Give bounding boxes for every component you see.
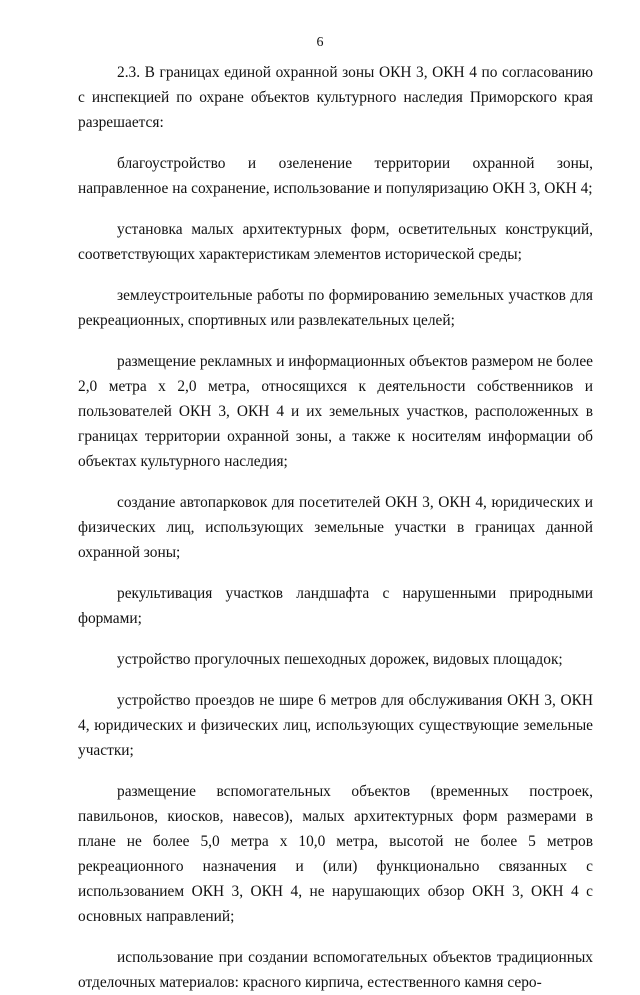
list-item-auxiliary-objects: размещение вспомогательных объектов (временных построек, павильонов, киосков, навесов), малых архитектурных форм размерами в плане не более 5,0 метра х 10,0 метра, высотой не более 5 метров рекреационного назначения и (или) функционально связанных с использованием ОКН 3, ОКН 4, не нарушающих обзор ОКН 3, ОКН 4 с основных направлений; bbox=[78, 783, 593, 925]
list-item-small-architectural-forms: установка малых архитектурных форм, осветительных конструкций, соответствующих характеристикам элементов исторической среды; bbox=[78, 221, 593, 263]
page-number: 6 bbox=[316, 35, 324, 50]
list-item-walkways: устройство прогулочных пешеходных дорожек, видовых площадок; bbox=[117, 651, 563, 668]
list-item-driveways: устройство проездов не шире 6 метров для обслуживания ОКН 3, ОКН 4, юридических и физических лиц, использующих существующие земельные участки; bbox=[78, 692, 593, 759]
list-item-recultivation: рекультивация участков ландшафта с нарушенными природными формами; bbox=[78, 585, 593, 627]
list-item-advertising-objects: размещение рекламных и информационных объектов размером не более 2,0 метра х 2,0 метра, относящихся к деятельности собственников и пользователей ОКН 3, ОКН 4 и их земельных участков, расположенных в границах территории охранной зоны, а также к носителям информации об объектах культурного наследия; bbox=[78, 353, 593, 470]
list-item-parking: создание автопарковок для посетителей ОКН 3, ОКН 4, юридических и физических лиц, использующих земельные участки в границах данной охранной зоны; bbox=[78, 494, 593, 561]
paragraph-section-2-3: 2.3. В границах единой охранной зоны ОКН 3, ОКН 4 по согласованию с инспекцией по охране объектов культурного наследия Приморского края разрешается: bbox=[78, 64, 593, 131]
document-body bbox=[78, 55, 593, 995]
list-item-landscaping: благоустройство и озеленение территории охранной зоны, направленное на сохранение, использование и популяризацию ОКН 3, ОКН 4; bbox=[78, 155, 593, 197]
list-item-finishing-materials: использование при создании вспомогательных объектов традиционных отделочных материалов: красного кирпича, естественного камня серо- bbox=[78, 949, 593, 991]
list-item-land-works: землеустроительные работы по формированию земельных участков для рекреационных, спортивных или развлекательных целей; bbox=[78, 287, 593, 329]
